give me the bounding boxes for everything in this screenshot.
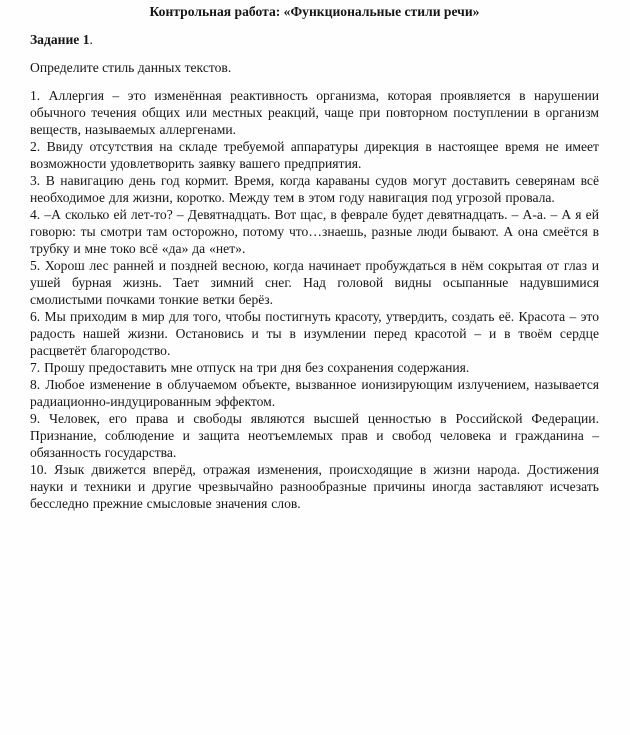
- item-text: Мы приходим в мир для того, чтобы постигнуть красоту, утвердить, создать её. Красота – это радость нашей жизни. Остановись и ты в изумлении перед красотой – и в твоём сердце расцветёт благородство.: [30, 309, 599, 358]
- task-label: Задание 1: [30, 32, 90, 47]
- item-text: Аллергия – это изменённая реактивность организма, которая проявляется в нарушении обычного течения общих или местных реакций, чаще при повторном поступлении в организм веществ, называемых аллергенами.: [30, 88, 599, 137]
- item-number: 8.: [30, 377, 41, 392]
- item-number: 4.: [30, 207, 41, 222]
- task-instruction: Определите стиль данных текстов.: [30, 60, 232, 75]
- text-item-4: [30, 206, 599, 257]
- text-item-8: [30, 376, 599, 410]
- item-text: –А сколько ей лет-то? – Девятнадцать. Вот щас, в феврале будет девятнадцать. – А-а. – А я ей говорю: ты смотри там осторожно, потому что…знаешь, разные люди бывают. А она смеётся в трубку и мне токо всё «да» да «нет».: [30, 207, 599, 256]
- item-number: 1.: [30, 88, 41, 103]
- task-heading: [30, 31, 599, 48]
- item-number: 7.: [30, 360, 41, 375]
- item-text: Любое изменение в облучаемом объекте, вызванное ионизирующим излучением, называется радиационно-индуцированным эффектом.: [30, 377, 599, 409]
- text-item-5: [30, 257, 599, 308]
- text-item-9: [30, 410, 599, 461]
- document-title: Контрольная работа: «Функциональные стили речи»: [149, 4, 480, 19]
- item-text: Человек, его права и свободы являются высшей ценностью в Российской Федерации. Признание, соблюдение и защита неотъемлемых прав и свобод человека и гражданина – обязанность государства.: [30, 411, 599, 460]
- item-number: 6.: [30, 309, 41, 324]
- item-number: 3.: [30, 173, 41, 188]
- text-item-10: [30, 461, 599, 512]
- text-item-7: [30, 359, 599, 376]
- item-number: 9.: [30, 411, 41, 426]
- text-item-6: [30, 308, 599, 359]
- item-text: Ввиду отсутствия на складе требуемой аппаратуры дирекция в настоящее время не имеет возможности удовлетворить заявку вашего предприятия.: [30, 139, 600, 171]
- text-item-3: [30, 172, 599, 206]
- item-text: Прошу предоставить мне отпуск на три дня без сохранения содержания.: [44, 360, 470, 375]
- item-number: 10.: [30, 462, 47, 477]
- text-item-1: [30, 87, 599, 138]
- text-item-2: [30, 138, 599, 172]
- task-label-period: .: [89, 32, 93, 47]
- item-number: 2.: [30, 139, 41, 154]
- item-number: 5.: [30, 258, 41, 273]
- item-text: Язык движется вперёд, отражая изменения, происходящие в жизни народа. Достижения науки и техники и другие чрезвычайно разнообразные причины иногда заставляют исчезать бесследно прежние смысловые значения слов.: [30, 462, 599, 511]
- item-text: В навигацию день год кормит. Время, когда караваны судов могут доставить северянам всё необходимое для жизни, коротко. Между тем в этом году навигация под угрозой провала.: [30, 173, 599, 205]
- item-text: Хорош лес ранней и поздней весною, когда начинает пробуждаться в нём сокрытая от глаз и ушей бурная жизнь. Тает зимний снег. Над головой видны осыпанные надувшимися смолистыми почками тонкие ветки берёз.: [30, 258, 599, 307]
